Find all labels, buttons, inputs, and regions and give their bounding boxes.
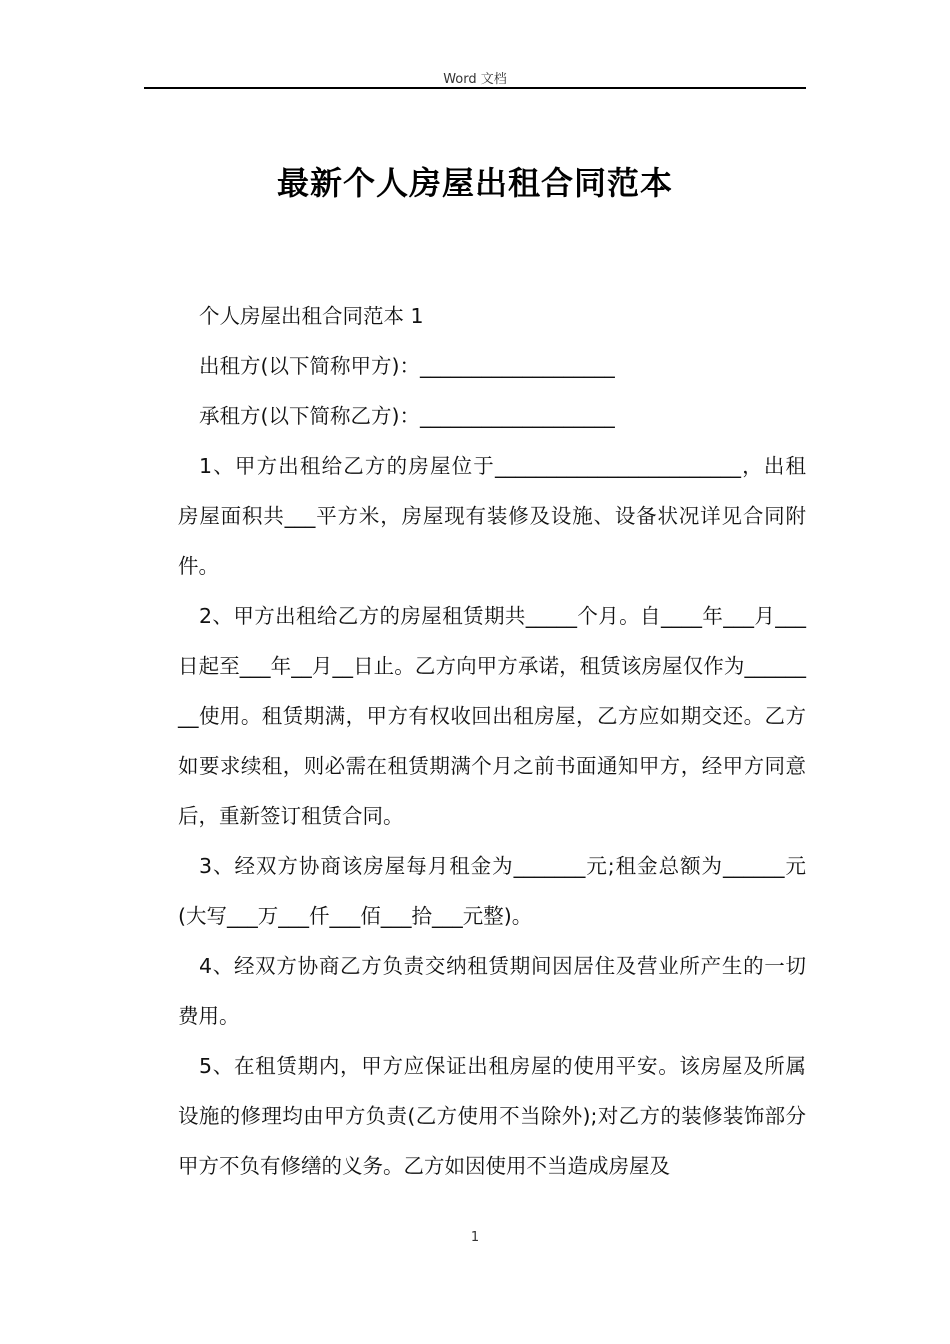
document-title: 最新个人房屋出租合同范本 xyxy=(276,164,673,202)
page-number: 1 xyxy=(470,1230,480,1245)
header-rule xyxy=(144,87,806,89)
paragraph-lessee: 承租方(以下简称乙方)：___________________ xyxy=(199,404,615,428)
paragraph-lessor: 出租方(以下简称甲方)：___________________ xyxy=(199,354,615,378)
paragraph-clause-1: 1、甲方出租给乙方的房屋位于________________________，出租房屋面积共___平方米，房屋现有装修及设施、设备状况详见合同附件。 xyxy=(178,454,806,578)
paragraph-clause-5: 5、在租赁期内，甲方应保证出租房屋的使用平安。该房屋及所属设施的修理均由甲方负责(乙方使用不当除外);对乙方的装修装饰部分甲方不负有修缮的义务。乙方如因使用不当造成房屋及 xyxy=(178,1054,806,1178)
paragraph-clause-4: 4、经双方协商乙方负责交纳租赁期间因居住及营业所产生的一切费用。 xyxy=(178,954,806,1028)
document-body xyxy=(178,291,806,1191)
paragraph-subtitle: 个人房屋出租合同范本 1 xyxy=(199,304,424,328)
header-label: Word 文档 xyxy=(443,72,507,87)
paragraph-clause-3: 3、经双方协商该房屋每月租金为_______元;租金总额为______元(大写___万___仟___佰___拾___元整)。 xyxy=(178,854,806,928)
paragraph-clause-2: 2、甲方出租给乙方的房屋租赁期共_____个月。自____年___月___日起至___年__月__日止。乙方向甲方承诺，租赁该房屋仅作为________使用。租赁期满，甲方有权收回出租房屋，乙方应如期交还。乙方如要求续租，则必需在租赁期满个月之前书面通知甲方，经甲方同意后，重新签订租赁合同。 xyxy=(178,604,806,828)
